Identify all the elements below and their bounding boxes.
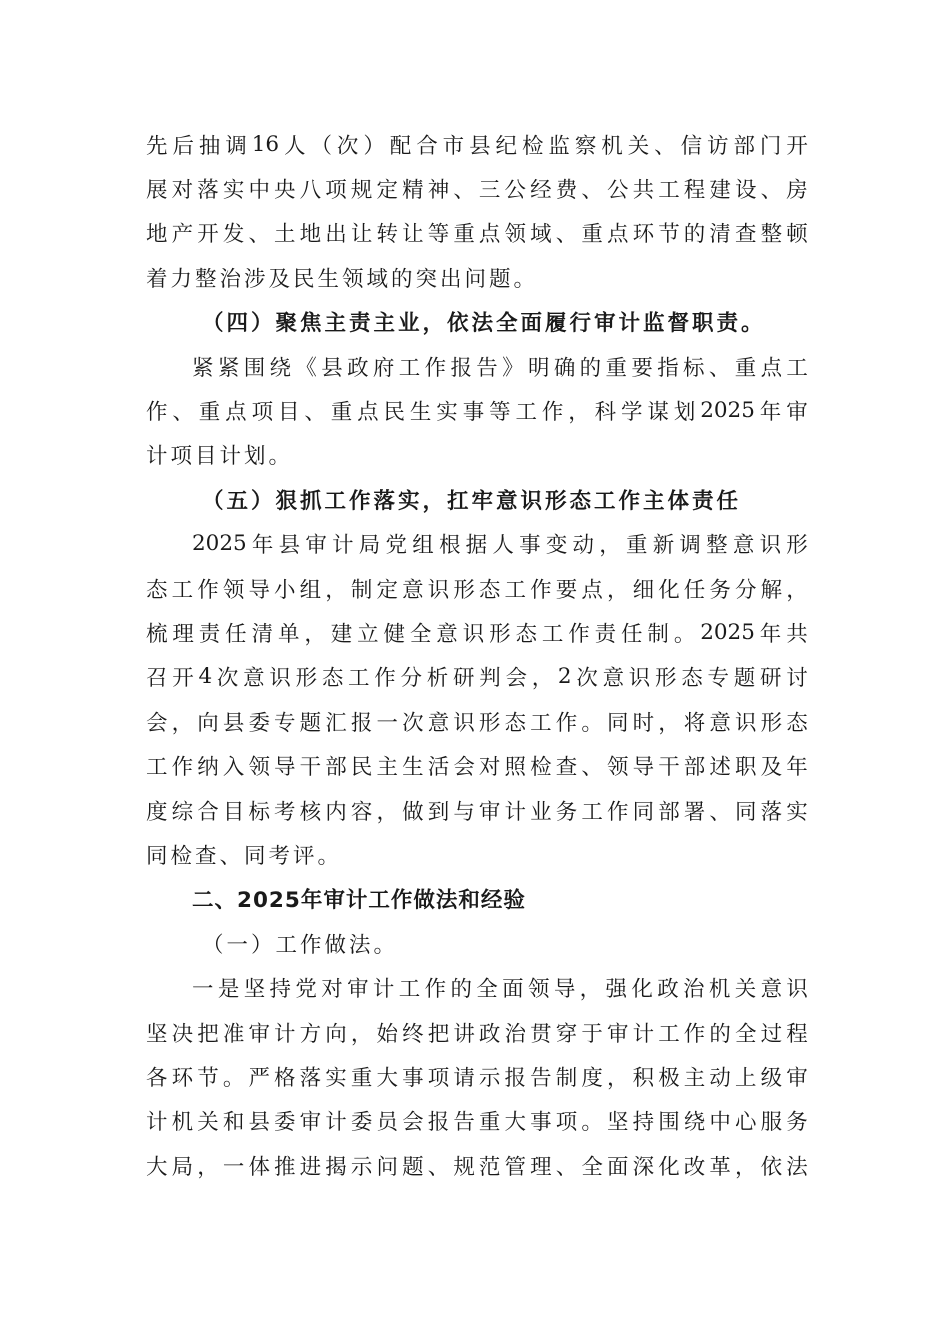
section-heading-4: （四）聚焦主责主业，依法全面履行审计监督职责。 (202, 311, 766, 337)
document-page (146, 122, 808, 1187)
section-heading-1: （一）工作做法。 (202, 932, 399, 958)
text-line-24: 大 局 ， 一 体 推 进 揭 示 问 题 、 规 范 管 理 、 全 面 深 化 改 革 ， 依 法 (146, 1154, 808, 1180)
text-line-12: 梳 理 责 任 清 单 ， 建 立 健 全 意 识 形 态 工 作 责 任 制 。 2025 年 共 (146, 619, 808, 647)
text-line-4: 着力整治涉及民生领域的突出问题。 (146, 266, 539, 292)
text-line-8: 计项目计划。 (146, 444, 294, 470)
text-line-6: 紧 紧 围 绕 《 县 政 府 工 作 报 告 》 明 确 的 重 要 指 标 、 重 点 工 (192, 355, 808, 381)
text-line-17: 同检查、同考评。 (146, 843, 343, 869)
section-heading-5: （五）狠抓工作落实，扛牢意识形态工作主体责任 (202, 488, 742, 514)
text-line-21: 坚 决 把 准 审 计 方 向 ， 始 终 把 讲 政 治 贯 穿 于 审 计 工 作 的 全 过 程 (146, 1021, 808, 1047)
text-line-22: 各 环 节 。 严 格 落 实 重 大 事 项 请 示 报 告 制 度 ， 积 极 主 动 上 级 审 (146, 1065, 808, 1091)
text-line-10: 2025 年 县 审 计 局 党 组 根 据 人 事 变 动 ， 重 新 调 整 意 识 形 (192, 531, 808, 559)
text-line-16: 度 综 合 目 标 考 核 内 容 ， 做 到 与 审 计 业 务 工 作 同 部 署 、 同 落 实 (146, 799, 808, 825)
text-line-2: 展 对 落 实 中 央 八 项 规 定 精 神 、 三 公 经 费 、 公 共 工 程 建 设 、 房 (146, 178, 808, 204)
text-line-11: 态 工 作 领 导 小 组 ， 制 定 意 识 形 态 工 作 要 点 ， 细 化 任 务 分 解 ， (146, 577, 808, 603)
text-line-3: 地 产 开 发 、 土 地 出 让 转 让 等 重 点 领 域 、 重 点 环 节 的 清 查 整 顿 (146, 222, 808, 248)
text-line-7: 作 、 重 点 项 目 、 重 点 民 生 实 事 等 工 作 ， 科 学 谋 划 2025 年 审 (146, 398, 808, 426)
text-line-1: 先 后 抽 调 16 人 （ 次 ） 配 合 市 县 纪 检 监 察 机 关 、 信 访 部 门 开 (146, 131, 808, 159)
text-line-14: 会 ， 向 县 委 专 题 汇 报 一 次 意 识 形 态 工 作 。 同 时 ， 将 意 识 形 态 (146, 710, 808, 736)
text-line-20: 一 是 坚 持 党 对 审 计 工 作 的 全 面 领 导 ， 强 化 政 治 机 关 意 识 (192, 977, 808, 1003)
chapter-heading-2: 二、2025年审计工作做法和经验 (192, 888, 526, 914)
text-line-13: 召 开 4 次 意 识 形 态 工 作 分 析 研 判 会 ， 2 次 意 识 形 态 专 题 研 讨 (146, 664, 808, 692)
text-line-23: 计 机 关 和 县 委 审 计 委 员 会 报 告 重 大 事 项 。 坚 持 围 绕 中 心 服 务 (146, 1110, 808, 1136)
text-line-15: 工 作 纳 入 领 导 干 部 民 主 生 活 会 对 照 检 查 、 领 导 干 部 述 职 及 年 (146, 755, 808, 781)
